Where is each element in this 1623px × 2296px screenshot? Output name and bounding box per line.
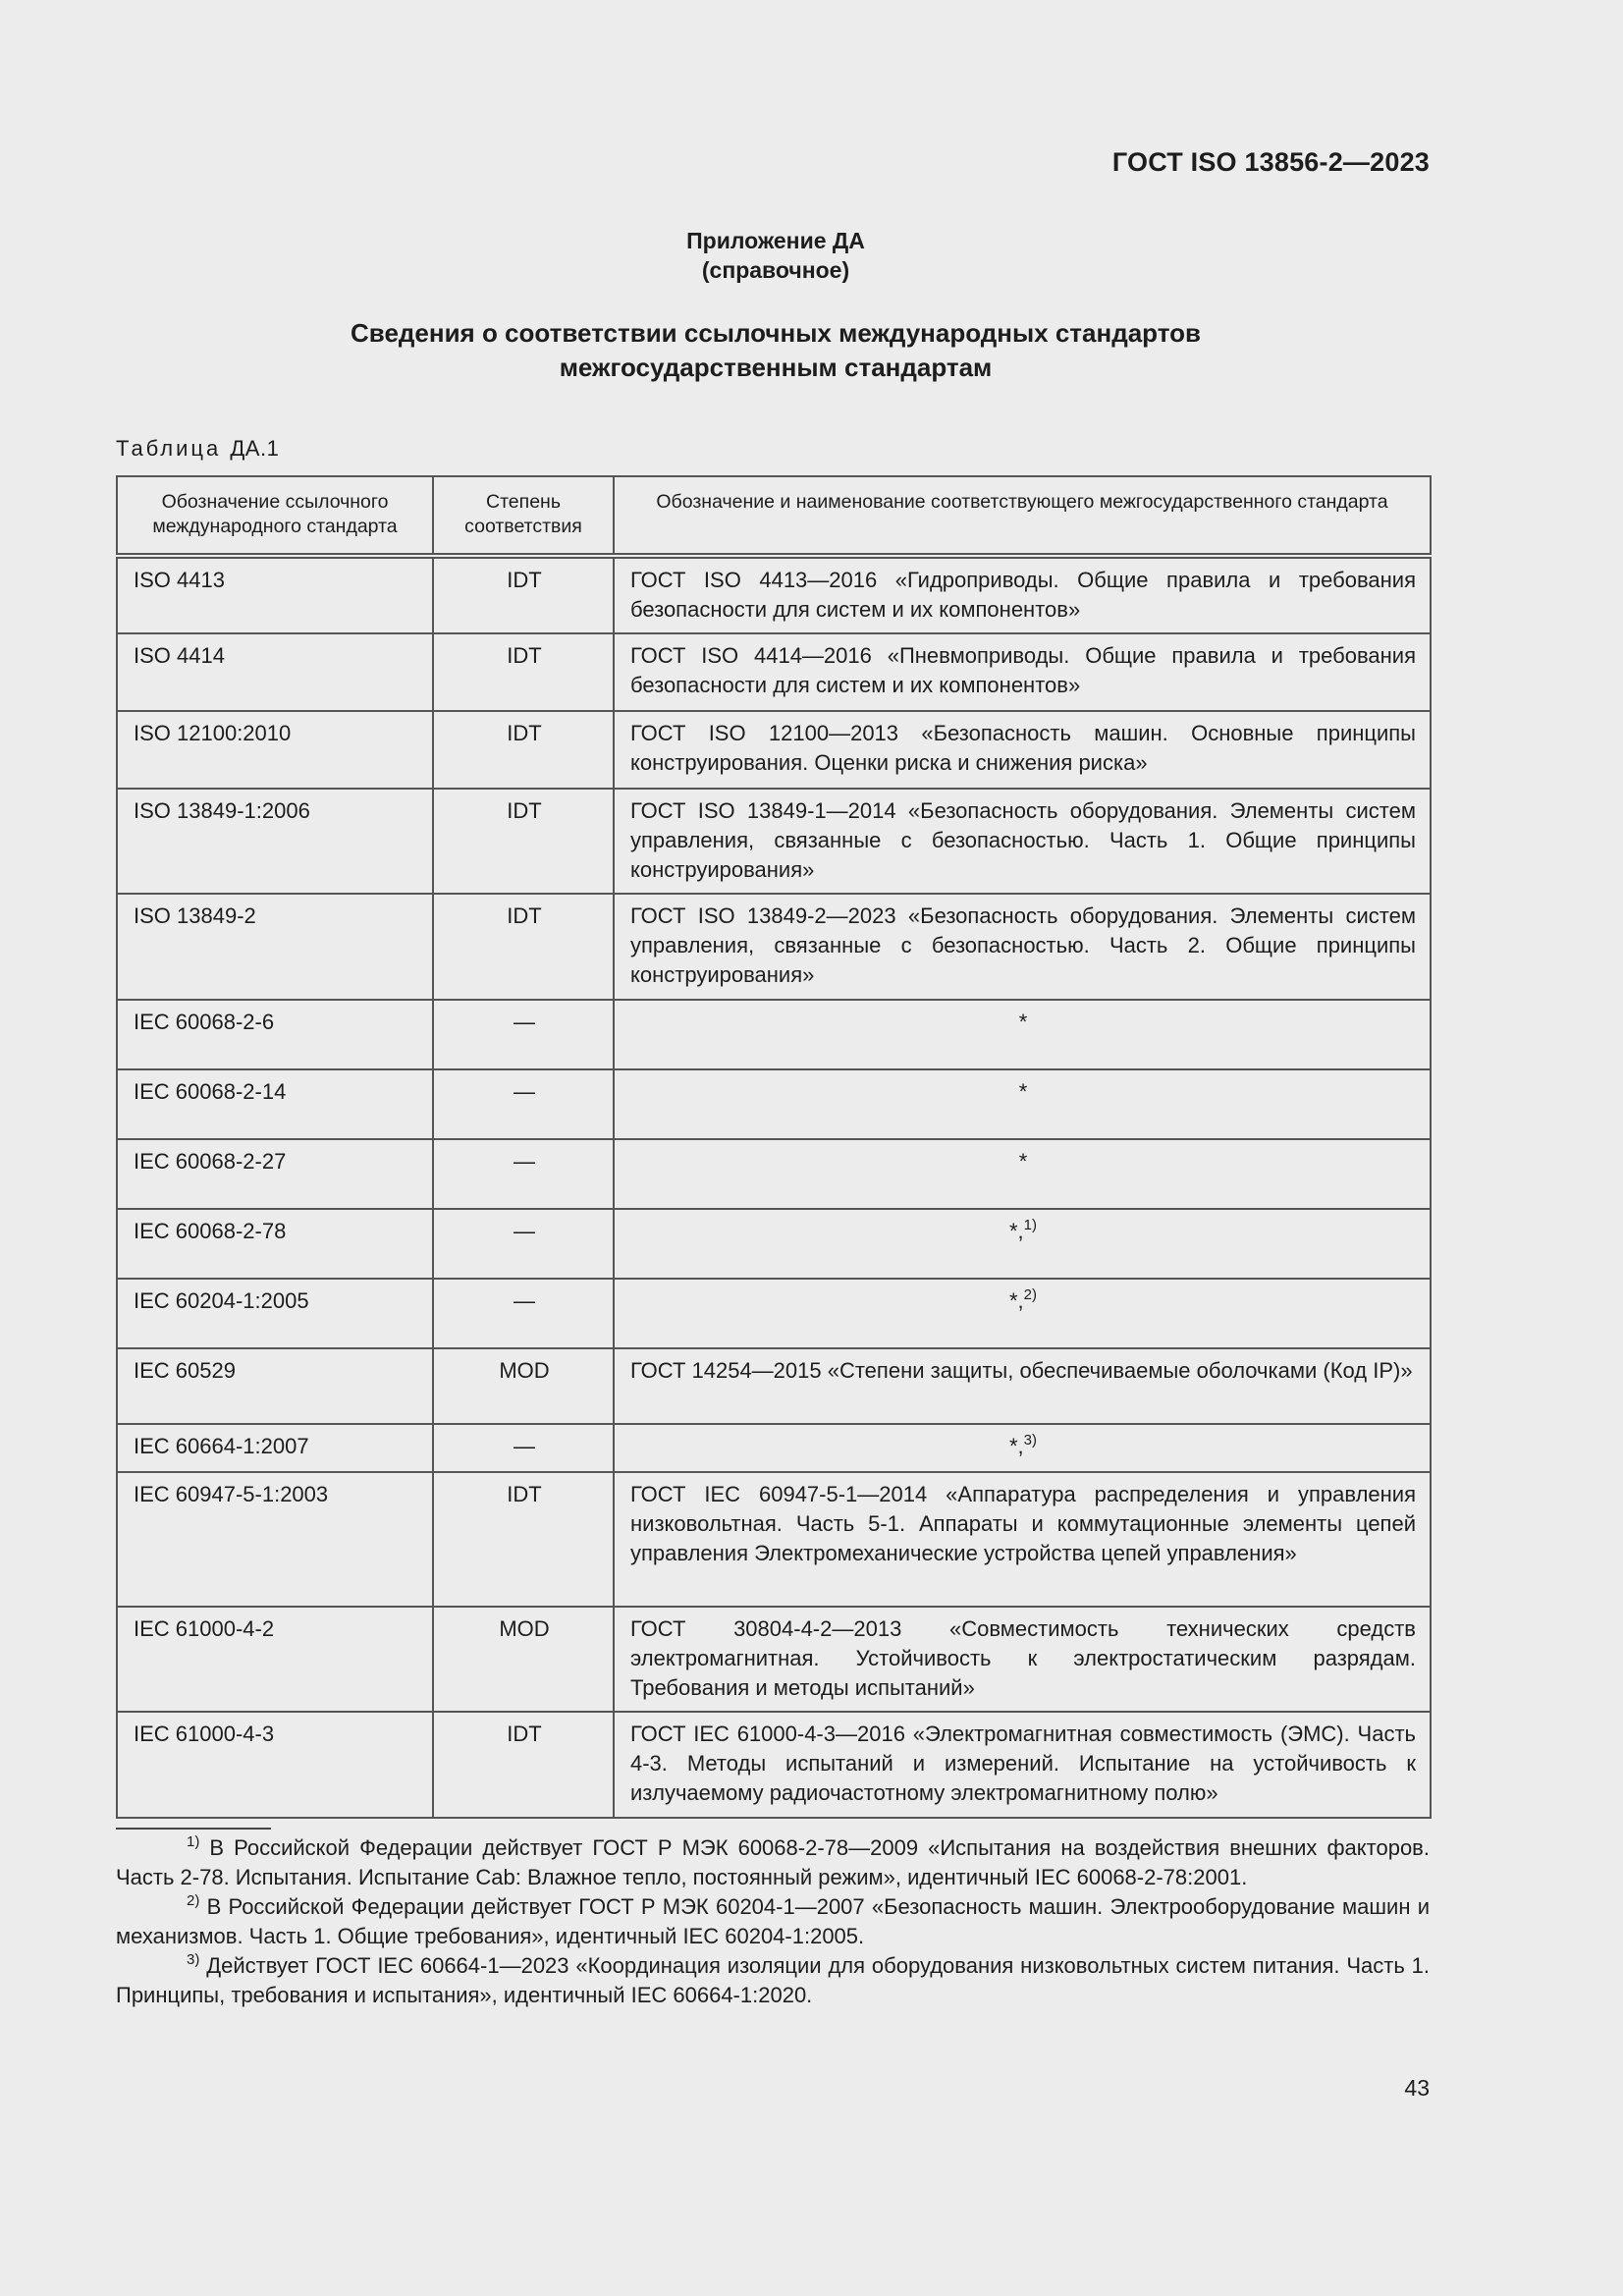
cell-degree: — — [433, 1279, 614, 1348]
cell-degree: — — [433, 1424, 614, 1472]
table-caption — [116, 436, 279, 462]
table-row — [117, 894, 1431, 1000]
cell-name-text: *, — [1008, 1434, 1024, 1458]
cell-name — [614, 789, 1431, 894]
table-row — [117, 633, 1431, 711]
column-header-standard: Обозначение ссылочного международного стандарта — [117, 476, 433, 556]
footnote-text: В Российской Федерации действует ГОСТ Р МЭК 60204-1—2007 «Безопасность машин. Электрооборудование машин и механизмов. Часть 1. Общие требования», идентичный IEC 60204-1:2005. — [116, 1894, 1430, 1948]
footnote-mark: 3) — [187, 1951, 200, 1968]
cell-name — [614, 556, 1431, 633]
table-row — [117, 1069, 1431, 1139]
footnote-text: Действует ГОСТ IEC 60664-1—2023 «Координация изоляции для оборудования низковольтных систем питания. Часть 1. Принципы, требования и испытания», идентичный IEC 60664-1:2020. — [116, 1953, 1430, 2007]
cell-degree: IDT — [433, 1712, 614, 1818]
cell-name-text: * — [1018, 1010, 1028, 1034]
table-row — [117, 1472, 1431, 1607]
correspondence-table — [116, 475, 1432, 1819]
cell-name — [614, 1607, 1431, 1712]
cell-name — [614, 1069, 1431, 1139]
table-header-row — [117, 476, 1431, 556]
cell-degree: MOD — [433, 1348, 614, 1424]
cell-degree: — — [433, 1139, 614, 1209]
cell-degree: IDT — [433, 633, 614, 711]
table-row — [117, 556, 1431, 633]
cell-name-text: *, — [1008, 1219, 1024, 1243]
document-id: ГОСТ ISO 13856-2—2023 — [1111, 147, 1430, 177]
cell-degree: MOD — [433, 1607, 614, 1712]
column-header-degree: Степень соответствия — [433, 476, 614, 556]
cell-standard: IEC 60947-5-1:2003 — [117, 1472, 433, 1607]
cell-name-text: ГОСТ ISO 13849-1—2014 «Безопасность оборудования. Элементы систем управления, связанные с безопасностью. Часть 1. Общие принципы конструирования» — [630, 798, 1416, 882]
cell-name — [614, 894, 1431, 1000]
annex-heading — [0, 316, 1551, 385]
table-row — [117, 1348, 1431, 1424]
annex-heading-line-1: Сведения о соответствии ссылочных международных стандартов — [351, 318, 1201, 348]
cell-name — [614, 1348, 1431, 1424]
cell-standard: ISO 13849-1:2006 — [117, 789, 433, 894]
cell-name-text: ГОСТ ISO 4414—2016 «Пневмоприводы. Общие правила и требования безопасности для систем и их компонентов» — [630, 643, 1416, 697]
cell-name — [614, 1472, 1431, 1607]
annex-title: Приложение ДА — [686, 228, 865, 253]
table-row — [117, 1000, 1431, 1069]
table-row — [117, 1209, 1431, 1279]
cell-name-text: * — [1018, 1149, 1028, 1174]
cell-name — [614, 1139, 1431, 1209]
cell-standard: IEC 60068-2-14 — [117, 1069, 433, 1139]
cell-standard: IEC 60068-2-78 — [117, 1209, 433, 1279]
cell-degree: — — [433, 1209, 614, 1279]
column-header-name: Обозначение и наименование соответствующего межгосударственного стандарта — [614, 476, 1431, 556]
footnote — [116, 1892, 1430, 1951]
table-row — [117, 1279, 1431, 1348]
table-caption-prefix: Таблица — [116, 436, 222, 461]
cell-name-text: ГОСТ 14254—2015 «Степени защиты, обеспечиваемые оболочками (Код IP)» — [630, 1358, 1413, 1383]
table-row — [117, 711, 1431, 789]
cell-degree: IDT — [433, 711, 614, 789]
cell-name-text: ГОСТ ISO 4413—2016 «Гидроприводы. Общие правила и требования безопасности для систем и их компонентов» — [630, 568, 1416, 622]
cell-degree: IDT — [433, 789, 614, 894]
cell-name-text: * — [1018, 1079, 1028, 1104]
table-body — [117, 556, 1431, 1818]
cell-name — [614, 1000, 1431, 1069]
cell-degree: — — [433, 1069, 614, 1139]
cell-standard: IEC 60068-2-6 — [117, 1000, 433, 1069]
annex-heading-line-2: межгосударственным стандартам — [559, 353, 993, 382]
page-number: 43 — [1404, 2075, 1430, 2101]
cell-name — [614, 633, 1431, 711]
footnote-mark: 1) — [187, 1833, 200, 1850]
table-row — [117, 1607, 1431, 1712]
cell-name-text: *, — [1008, 1288, 1024, 1313]
footnote-text: В Российской Федерации действует ГОСТ Р МЭК 60068-2-78—2009 «Испытания на воздействия внешних факторов. Часть 2-78. Испытания. Испытание Cab: Влажное тепло, постоянный режим», идентичный IEC 60068-2-78:2001. — [116, 1835, 1430, 1889]
cell-standard: IEC 61000-4-3 — [117, 1712, 433, 1818]
footnotes — [116, 1833, 1430, 2010]
cell-name — [614, 1209, 1431, 1279]
table-caption-number: ДА.1 — [230, 436, 280, 461]
footnote — [116, 1951, 1430, 2010]
cell-standard: IEC 60068-2-27 — [117, 1139, 433, 1209]
cell-name-text: ГОСТ ISO 13849-2—2023 «Безопасность оборудования. Элементы систем управления, связанные с безопасностью. Часть 2. Общие принципы конструирования» — [630, 903, 1416, 987]
cell-standard: IEC 60664-1:2007 — [117, 1424, 433, 1472]
cell-degree: IDT — [433, 894, 614, 1000]
cell-name — [614, 1424, 1431, 1472]
cell-name — [614, 1712, 1431, 1818]
cell-name-text: ГОСТ ISO 12100—2013 «Безопасность машин. Основные принципы конструирования. Оценки риска и снижения риска» — [630, 721, 1416, 775]
cell-standard: ISO 4414 — [117, 633, 433, 711]
footnote-reference: 1) — [1023, 1217, 1038, 1233]
table-row — [117, 1712, 1431, 1818]
cell-degree: IDT — [433, 556, 614, 633]
cell-standard: IEC 60529 — [117, 1348, 433, 1424]
cell-standard: ISO 12100:2010 — [117, 711, 433, 789]
table-row — [117, 789, 1431, 894]
cell-standard: ISO 4413 — [117, 556, 433, 633]
annex-subtitle: (справочное) — [701, 257, 850, 283]
footnote-reference: 3) — [1023, 1432, 1038, 1449]
cell-standard: IEC 61000-4-2 — [117, 1607, 433, 1712]
footnote-reference: 2) — [1023, 1286, 1038, 1303]
cell-degree: — — [433, 1000, 614, 1069]
cell-degree: IDT — [433, 1472, 614, 1607]
footnote-separator — [116, 1828, 271, 1830]
cell-standard: IEC 60204-1:2005 — [117, 1279, 433, 1348]
cell-name — [614, 711, 1431, 789]
cell-name-text: ГОСТ 30804-4-2—2013 «Совместимость технических средств электромагнитная. Устойчивость к электростатическим разрядам. Требования и методы испытаний» — [630, 1616, 1416, 1700]
cell-standard: ISO 13849-2 — [117, 894, 433, 1000]
cell-name — [614, 1279, 1431, 1348]
table-row — [117, 1139, 1431, 1209]
footnote — [116, 1833, 1430, 1892]
annex-title-block — [0, 226, 1551, 285]
footnote-mark: 2) — [187, 1892, 200, 1909]
table-row — [117, 1424, 1431, 1472]
cell-name-text: ГОСТ IEC 60947-5-1—2014 «Аппаратура распределения и управления низковольтная. Часть 5-1. Аппараты и коммутационные элементы цепей управления Электромеханические устройства цепей управления» — [630, 1482, 1416, 1565]
cell-name-text: ГОСТ IEC 61000-4-3—2016 «Электромагнитная совместимость (ЭМС). Часть 4-3. Методы испытаний и измерений. Испытание на устойчивость к излучаемому радиочастотному электромагнитному полю» — [630, 1722, 1416, 1805]
